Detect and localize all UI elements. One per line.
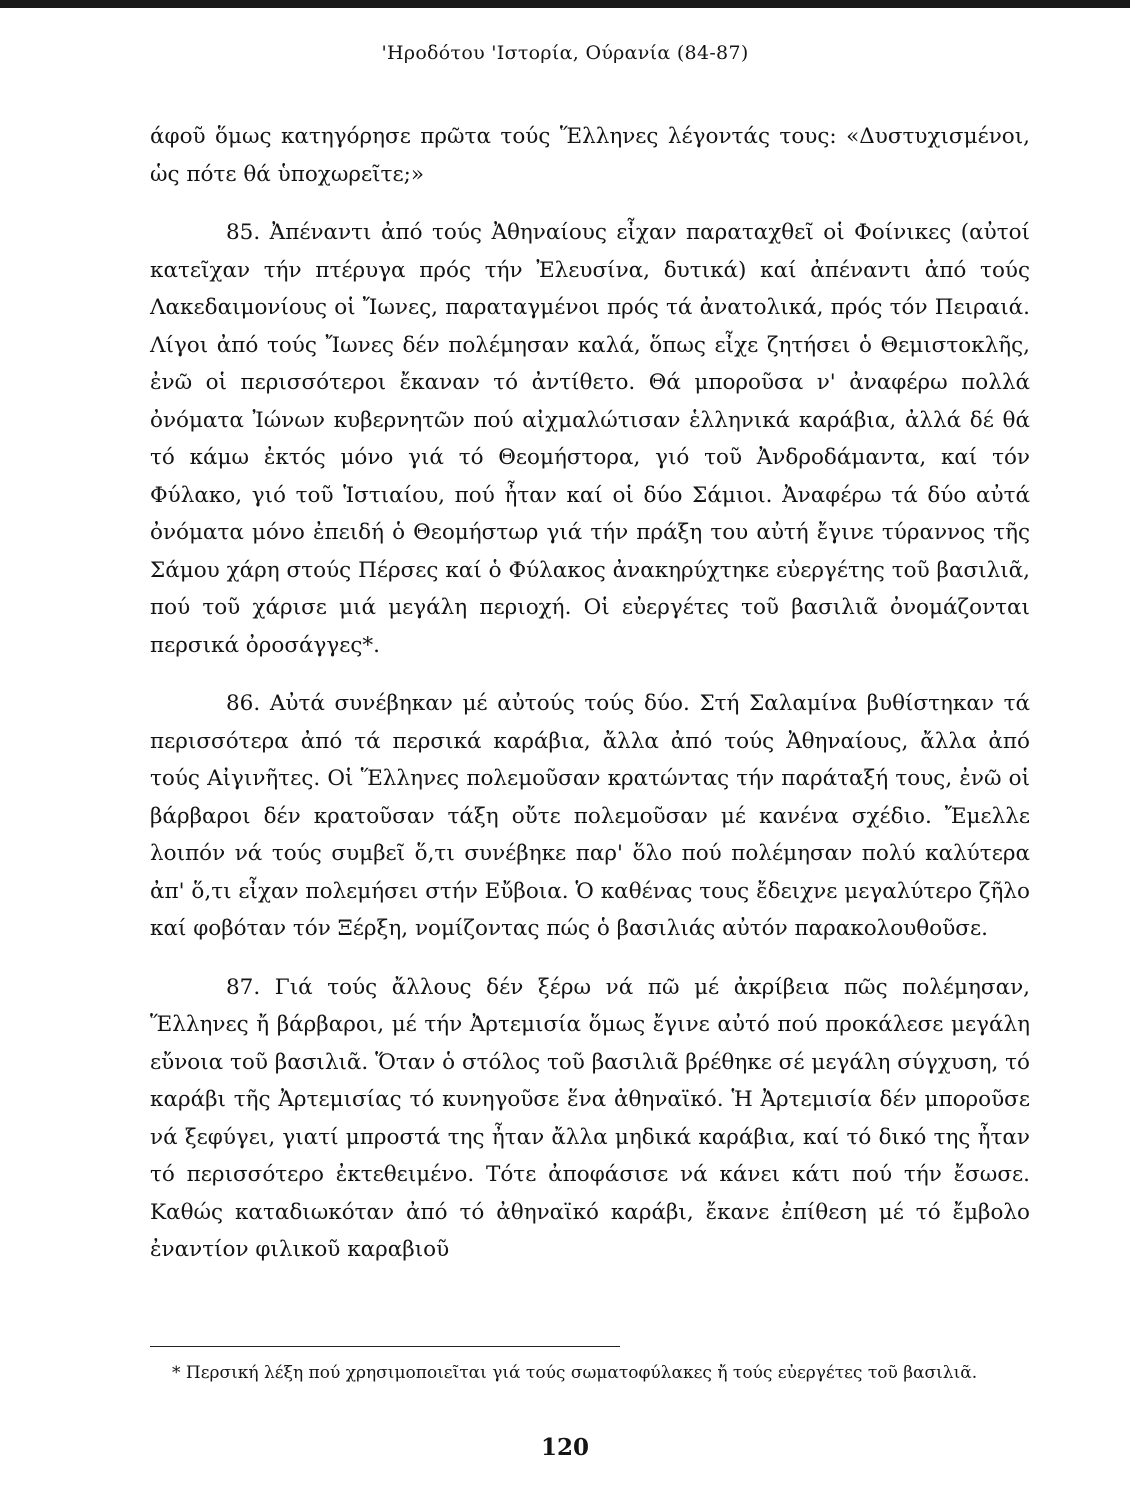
running-header: 'Ηροδότου 'Ιστορία, Ούρανία (84-87) bbox=[381, 42, 749, 64]
footnote: * Περσική λέξη πού χρησιμοποιεῖται γιά τούς σωματοφύλακες ἤ τούς εὐεργέτες τοῦ βασιλιᾶ. bbox=[172, 1363, 978, 1383]
body-text bbox=[150, 118, 1030, 1269]
footnote-divider bbox=[150, 1346, 620, 1347]
page-number: 120 bbox=[540, 1434, 589, 1461]
scan-edge-mark bbox=[0, 0, 1130, 8]
paragraph-continuation: άφοῦ ὅμως κατηγόρησε πρῶτα τούς Ἕλληνες λέγοντάς τους: «Δυστυχισμένοι, ὡς πότε θά ὑποχωρεῖτε;» bbox=[150, 124, 1030, 187]
paragraph-section-86: 86. Αὐτά συνέβηκαν μέ αὐτούς τούς δύο. Στή Σαλαμίνα βυθίστηκαν τά περισσότερα ἀπό τά περσικά καράβια, ἄλλα ἀπό τούς Ἀθηναίους, ἄλλα ἀπό τούς Αἰγινῆτες. Οἱ Ἕλληνες πολεμοῦσαν κρατώντας τήν παράταξή τους, ἐνῶ οἱ βάρβαροι δέν κρατοῦσαν τάξη οὔτε πολεμοῦσαν μέ κανένα σχέδιο. Ἔμελλε λοιπόν νά τούς συμβεῖ ὅ,τι συνέβηκε παρ' ὅλο πού πολέμησαν πολύ καλύτερα ἀπ' ὅ,τι εἶχαν πολεμήσει στήν Εὔβοια. Ὁ καθένας τους ἔδειχνε μεγαλύτερο ζῆλο καί φοβόταν τόν Ξέρξη, νομίζοντας πώς ὁ βασιλιάς αὐτόν παρακολουθοῦσε. bbox=[150, 691, 1030, 941]
paragraph-section-87: 87. Γιά τούς ἄλλους δέν ξέρω νά πῶ μέ ἀκρίβεια πῶς πολέμησαν, Ἕλληνες ἤ βάρβαροι, μέ τήν Ἀρτεμισία ὅμως ἔγινε αὐτό πού προκάλεσε μεγάλη εὔνοια τοῦ βασιλιᾶ. Ὅταν ὁ στόλος τοῦ βασιλιᾶ βρέθηκε σέ μεγάλη σύγχυση, τό καράβι τῆς Ἀρτεμισίας τό κυνηγοῦσε ἕνα ἀθηναϊκό. Ἡ Ἀρτεμισία δέν μποροῦσε νά ξεφύγει, γιατί μπροστά της ἦταν ἄλλα μηδικά καράβια, καί τό δικό της ἦταν τό περισσότερο ἐκτεθειμένο. Τότε ἀποφάσισε νά κάνει κάτι πού τήν ἔσωσε. Καθώς καταδιωκόταν ἀπό τό ἀθηναϊκό καράβι, ἔκανε ἐπίθεση μέ τό ἔμβολο ἐναντίον φιλικοῦ καραβιοῦ bbox=[150, 974, 1030, 1262]
paragraph-section-85: 85. Ἀπέναντι ἀπό τούς Ἀθηναίους εἶχαν παραταχθεῖ οἱ Φοίνικες (αὐτοί κατεῖχαν τήν πτέρυγα πρός τήν Ἐλευσίνα, δυτικά) καί ἀπέναντι ἀπό τούς Λακεδαιμονίους οἱ Ἴωνες, παραταγμένοι πρός τά ἀνατολικά, πρός τόν Πειραιά. Λίγοι ἀπό τούς Ἴωνες δέν πολέμησαν καλά, ὅπως εἶχε ζητήσει ὁ Θεμιστοκλῆς, ἐνῶ οἱ περισσότεροι ἔκαναν τό ἀντίθετο. Θά μποροῦσα ν' ἀναφέρω πολλά ὀνόματα Ἰώνων κυβερνητῶν πού αἰχμαλώτισαν ἑλληνικά καράβια, ἀλλά δέ θά τό κάμω ἐκτός μόνο γιά τό Θεομήστορα, γιό τοῦ Ἀνδροδάμαντα, καί τόν Φύλακο, γιό τοῦ Ἱστιαίου, πού ἦταν καί οἱ δύο Σάμιοι. Ἀναφέρω τά δύο αὐτά ὀνόματα μόνο ἐπειδή ὁ Θεομήστωρ γιά τήν πράξη του αὐτή ἔγινε τύραννος τῆς Σάμου χάρη στούς Πέρσες καί ὁ Φύλακος ἀνακηρύχτηκε εὐεργέτης τοῦ βασιλιᾶ, πού τοῦ χάρισε μιά μεγάλη περιοχή. Οἱ εὐεργέτες τοῦ βασιλιᾶ ὀνομάζονται περσικά ὀροσάγγες*. bbox=[150, 220, 1030, 658]
